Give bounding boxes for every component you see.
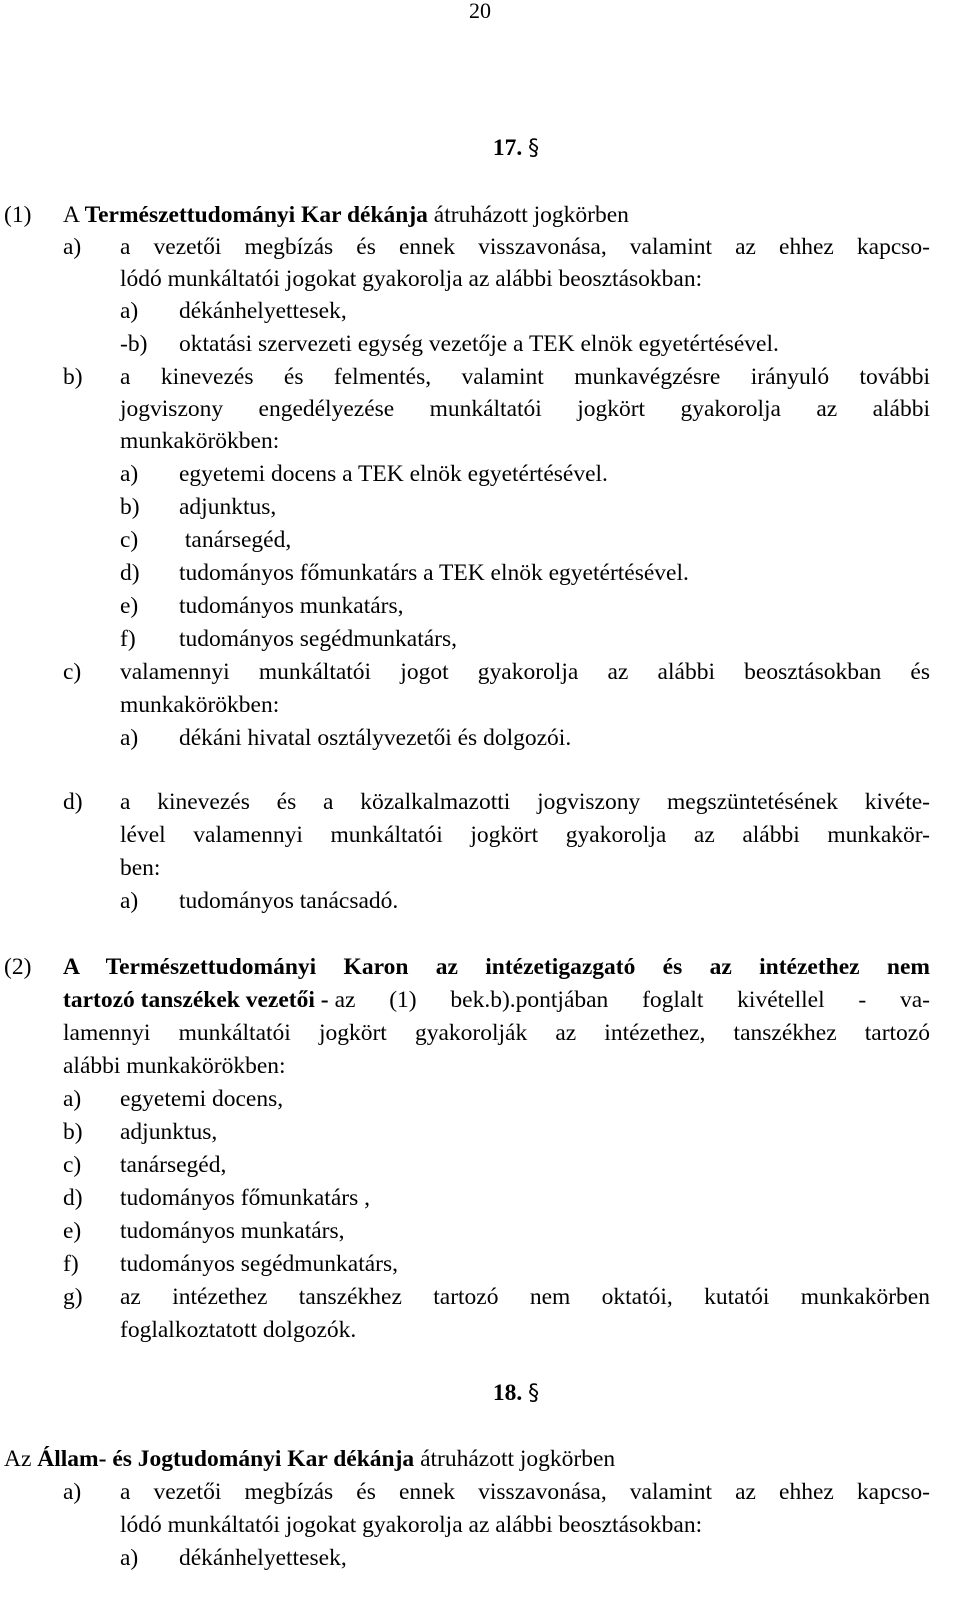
- s18-item-a-line2: lódó munkáltatói jogokat gyakorolja az alábbi beosztásokban:: [120, 1512, 703, 1538]
- item-c-label: c): [63, 659, 82, 685]
- paragraph-2-line1: A Természettudományi Karon az intézetigazgató és az intézethez nem: [63, 954, 930, 980]
- section-18-intro: [4, 1448, 615, 1472]
- item-d-label: d): [63, 789, 83, 815]
- item-b-label: b): [63, 364, 83, 390]
- item-a-label: a): [63, 234, 82, 260]
- item-d-sub-label: a): [120, 888, 139, 914]
- intro-text: Az: [4, 1446, 38, 1472]
- section-sign-icon: §: [528, 1381, 540, 1406]
- item-b-sub-text: tudományos segédmunkatárs,: [179, 626, 458, 652]
- faculty-dean-name: Természettudományi Kar dékánja: [84, 202, 428, 228]
- page-number: 20: [469, 0, 491, 23]
- section-17-number: 17.: [492, 135, 523, 161]
- item-c-line1: valamennyi munkáltatói jogot gyakorolja az alábbi beosztásokban és: [120, 659, 930, 685]
- item-d-sub-text: tudományos tanácsadó.: [179, 888, 399, 914]
- faculty-dean-name: Állam- és Jogtudományi Kar dékánja: [37, 1446, 415, 1472]
- item-a-line1: a vezetői megbízás és ennek visszavonása, valamint az ehhez kapcso-: [120, 234, 930, 260]
- p2-item-text: az intézethez tanszékhez tartozó nem oktatói, kutatói munkakörben: [120, 1284, 930, 1310]
- p2-item-label: c): [63, 1152, 82, 1178]
- s18-item-a-sub-text: dékánhelyettesek,: [179, 1545, 347, 1571]
- paragraph-1-number: (1): [4, 202, 32, 228]
- section-sign-icon: §: [528, 136, 540, 161]
- s18-item-a-line1: a vezetői megbízás és ennek visszavonása, valamint az ehhez kapcso-: [120, 1479, 930, 1505]
- p2-item-text: adjunktus,: [120, 1119, 218, 1145]
- item-a-line2: lódó munkáltatói jogokat gyakorolja az alábbi beosztásokban:: [120, 266, 703, 292]
- paragraph-2-line2-bold: tartozó tanszékek vezetői -: [63, 987, 329, 1013]
- p2-item-text: egyetemi docens,: [120, 1086, 284, 1112]
- p2-item-label: e): [63, 1218, 82, 1244]
- p2-item-text: tudományos segédmunkatárs,: [120, 1251, 399, 1277]
- item-b-sub-text: egyetemi docens a TEK elnök egyetértésével.: [179, 461, 608, 487]
- paragraph-2-line2-text: az (1) bek.b).pontjában foglalt kivétellel - va-: [334, 987, 930, 1013]
- p2-item-label: a): [63, 1086, 82, 1112]
- item-b-line1: a kinevezés és felmentés, valamint munkavégzésre irányuló további: [120, 364, 930, 390]
- item-b-sub-text: tudományos munkatárs,: [179, 593, 404, 619]
- p2-item-label: g): [63, 1284, 83, 1310]
- intro-text: A: [63, 202, 85, 228]
- item-b-sub-label: c): [120, 527, 139, 553]
- item-d-line2: lével valamennyi munkáltatói jogkört gyakorolja az alábbi munkakör-: [120, 822, 930, 848]
- item-b-sub-label: f): [120, 626, 136, 652]
- item-c-line2: munkakörökben:: [120, 692, 280, 718]
- item-c-sub-label: a): [120, 725, 139, 751]
- item-b-sub-text: tanársegéd,: [179, 527, 292, 553]
- paragraph-2-line2: [63, 989, 930, 1013]
- item-b-sub-label: e): [120, 593, 139, 619]
- item-a-sub-text: dékánhelyettesek,: [179, 298, 347, 324]
- p2-item-label: d): [63, 1185, 83, 1211]
- paragraph-2-line4: alábbi munkakörökben:: [63, 1053, 286, 1079]
- item-a-sub-label: a): [120, 298, 139, 324]
- item-b-sub-label: a): [120, 461, 139, 487]
- item-c-sub-text: dékáni hivatal osztályvezetői és dolgozói.: [179, 725, 572, 751]
- p2-item-text-cont: foglalkoztatott dolgozók.: [120, 1317, 357, 1343]
- p2-item-label: f): [63, 1251, 79, 1277]
- item-b-line3: munkakörökben:: [120, 428, 280, 454]
- section-17-heading: [0, 137, 960, 161]
- item-d-line1: a kinevezés és a közalkalmazotti jogviszony megszüntetésének kivéte-: [120, 789, 930, 815]
- p2-item-label: b): [63, 1119, 83, 1145]
- intro-text-end: átruházott jogkörben: [414, 1446, 616, 1472]
- p2-item-text: tudományos főmunkatárs ,: [120, 1185, 370, 1211]
- section-18-heading: [0, 1382, 960, 1406]
- item-b-sub-text: tudományos főmunkatárs a TEK elnök egyetértésével.: [179, 560, 689, 586]
- paragraph-2-line3: lamennyi munkáltatói jogkört gyakorolják az intézethez, tanszékhez tartozó: [63, 1020, 930, 1046]
- paragraph-2-line2-row: [63, 989, 930, 1013]
- item-b-sub-label: b): [120, 494, 140, 520]
- paragraph-1-intro: [63, 204, 629, 228]
- item-b-sub-label: d): [120, 560, 140, 586]
- item-a-sub-text: oktatási szervezeti egység vezetője a TEK elnök egyetértésével.: [179, 331, 779, 357]
- s18-item-a-label: a): [63, 1479, 82, 1505]
- section-18-number: 18.: [492, 1380, 523, 1406]
- s18-item-a-sub-label: a): [120, 1545, 139, 1571]
- paragraph-2-number: (2): [4, 954, 32, 980]
- intro-text-end: átruházott jogkörben: [427, 202, 629, 228]
- p2-item-text: tudományos munkatárs,: [120, 1218, 345, 1244]
- item-b-sub-text: adjunktus,: [179, 494, 277, 520]
- item-b-line2: jogviszony engedélyezése munkáltatói jogkört gyakorolja az alábbi: [120, 396, 930, 422]
- item-d-line3: ben:: [120, 855, 161, 881]
- item-a-sub-label: -b): [120, 331, 148, 357]
- p2-item-text: tanársegéd,: [120, 1152, 227, 1178]
